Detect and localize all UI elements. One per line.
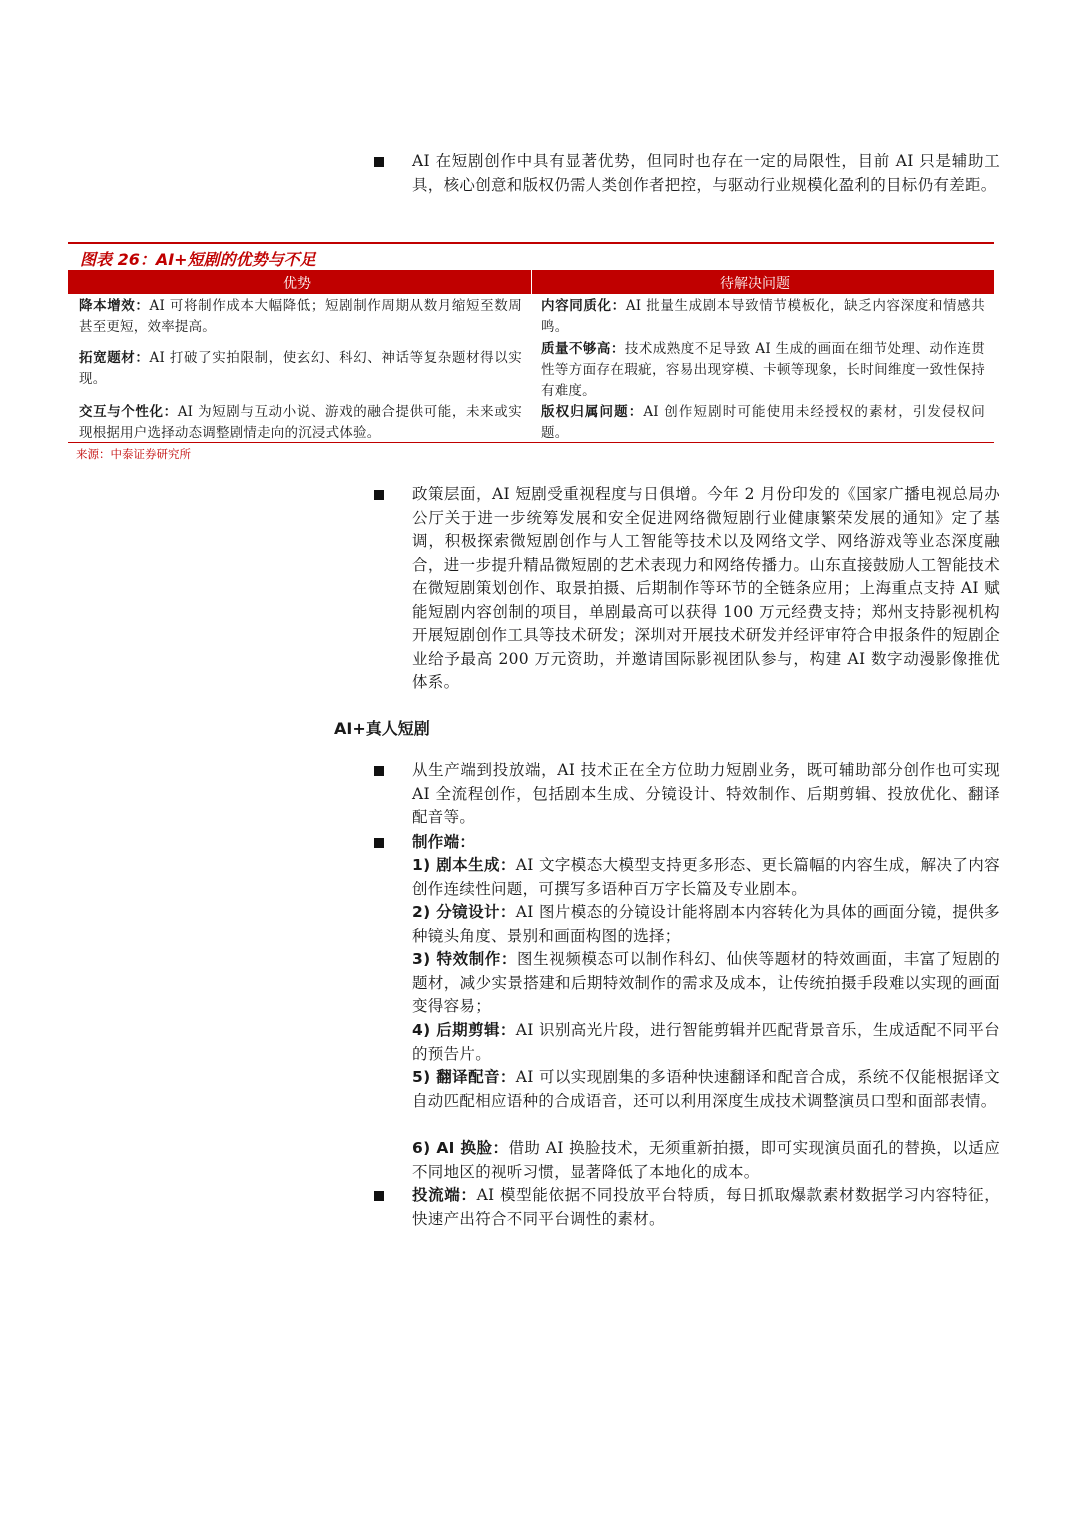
production-item-faceswap — [412, 1137, 1000, 1184]
production-item-text: 借助 AI 换脸技术，无须重新拍摄，即可实现演员面孔的替换，以适应不同地区的视听习惯，显著降低了本地化的成本。 — [412, 1139, 1000, 1181]
intro-paragraph: AI 在短剧创作中具有显著优势，但同时也存在一定的局限性，目前 AI 只是辅助工具，核心创意和版权仍需人类创作者把控，与驱动行业规模化盈利的目标仍有差距。 — [412, 152, 1000, 194]
section-heading: AI+真人短剧 — [334, 719, 430, 738]
issue-copyright — [541, 402, 985, 444]
production-item-key: 5) 翻译配音： — [412, 1068, 516, 1086]
production-item-script — [412, 854, 1000, 901]
bullet-marker — [374, 157, 384, 167]
issue-key: 质量不够高： — [541, 341, 625, 357]
advantage-text: AI 打破了实拍限制，使玄幻、科幻、神话等复杂题材得以实现。 — [79, 350, 523, 387]
advantage-key: 降本增效： — [79, 298, 150, 314]
production-item-key: 4) 后期剪辑： — [412, 1021, 516, 1039]
advantage-cost — [79, 296, 522, 338]
distribution-text: AI 模型能依据不同投放平台特质，每日抓取爆款素材数据学习内容特征，快速产出符合不同平台调性的素材。 — [412, 1186, 1000, 1228]
figure-source: 来源：中泰证券研究所 — [76, 447, 191, 461]
header-issues: 待解决问题 — [720, 276, 790, 292]
issue-quality — [541, 339, 985, 402]
figure-top-rule — [68, 242, 994, 244]
advantage-text: AI 为短剧与互动小说、游戏的融合提供可能，未来或实现根据用户选择动态调整剧情走向的沉浸式体验。 — [79, 404, 523, 441]
header-divider — [531, 270, 532, 294]
bullet-marker — [374, 1191, 384, 1201]
production-label: 制作端： — [412, 833, 476, 851]
production-item-editing — [412, 1019, 1000, 1066]
production-item-text: AI 图片模态的分镜设计能将剧本内容转化为具体的画面分镜，提供多种镜头角度、景别和画面构图的选择； — [412, 903, 1000, 945]
issue-homogeneity — [541, 296, 985, 338]
distribution-key: 投流端： — [412, 1186, 477, 1204]
bullet-marker — [374, 766, 384, 776]
production-item-text: AI 可以实现剧集的多语种快速翻译和配音合成，系统不仅能根据译文自动匹配相应语种的合成语音，还可以利用深度生成技术调整演员口型和面部表情。 — [412, 1068, 1000, 1110]
advantage-themes — [79, 348, 522, 390]
bullet-marker — [374, 838, 384, 848]
advantage-text: AI 可将制作成本大幅降低；短剧制作周期从数月缩短至数周甚至更短，效率提高。 — [79, 298, 523, 335]
production-item-vfx — [412, 948, 1000, 1019]
production-item-text: AI 识别高光片段，进行智能剪辑并匹配背景音乐，生成适配不同平台的预告片。 — [412, 1021, 1000, 1063]
issue-text: AI 创作短剧时可能使用未经授权的素材，引发侵权问题。 — [541, 404, 986, 441]
bullet-marker — [374, 490, 384, 500]
figure-title: 图表 26：AI+短剧的优势与不足 — [80, 250, 316, 269]
production-item-dubbing — [412, 1066, 1000, 1113]
header-advantages: 优势 — [283, 276, 311, 292]
advantage-key: 交互与个性化： — [79, 404, 178, 420]
issue-key: 版权归属问题： — [541, 404, 644, 420]
table-header — [68, 270, 994, 294]
production-item-key: 2) 分镜设计： — [412, 903, 516, 921]
distribution-paragraph — [412, 1184, 1000, 1231]
issue-text: AI 批量生成剧本导致情节模板化，缺乏内容深度和情感共鸣。 — [541, 298, 985, 335]
production-item-key: 3) 特效制作： — [412, 950, 518, 968]
advantage-key: 拓宽题材： — [79, 350, 150, 366]
policy-paragraph: 政策层面，AI 短剧受重视程度与日俱增。今年 2 月份印发的《国家广播电视总局办公厅关于进一步统筹发展和安全促进网络微短剧行业健康繁荣发展的通知》定了基调，积极探索微短剧创作与人工智能等技术以及网络文学、网络游戏等业态深度融合，进一步提升精品微短剧的艺术表现力和网络传播力。山东直接鼓励人工智能技术在微短剧策划创作、取景拍摄、后期制作等环节的全链条应用；上海重点支持 AI 赋能短剧内容创制的项目，单剧最高可以获得 100 万元经费支持；郑州支持影视机构开展短剧创作工具等技术研发；深圳对开展技术研发并经评审符合申报条件的短剧企业给予最高 200 万元资助，并邀请国际影视团队参与，构建 AI 数字动漫影像推优体系。 — [412, 485, 1000, 691]
production-item-text: AI 文字模态大模型支持更多形态、更长篇幅的内容生成，解决了内容创作连续性问题，可撰写多语种百万字长篇及专业剧本。 — [412, 856, 1000, 898]
overview-paragraph: 从生产端到投放端，AI 技术正在全方位助力短剧业务，既可辅助部分创作也可实现 AI 全流程创作，包括剧本生成、分镜设计、特效制作、后期剪辑、投放优化、翻译配音等。 — [412, 761, 1000, 826]
production-item-key: 6) AI 换脸： — [412, 1139, 509, 1157]
table-bottom-rule — [68, 442, 994, 443]
issue-text: 技术成熟度不足导致 AI 生成的画面在细节处理、动作连贯性等方面存在瑕疵，容易出现穿模、卡顿等现象，长时间维度一致性保持有难度。 — [541, 341, 986, 399]
advantage-interactive — [79, 402, 522, 444]
production-item-storyboard — [412, 901, 1000, 948]
production-item-text: 图生视频模态可以制作科幻、仙侠等题材的特效画面，丰富了短剧的题材，减少实景搭建和后期特效制作的需求及成本，让传统拍摄手段难以实现的画面变得容易； — [412, 950, 1000, 1015]
issue-key: 内容同质化： — [541, 298, 626, 314]
production-item-key: 1) 剧本生成： — [412, 856, 516, 874]
